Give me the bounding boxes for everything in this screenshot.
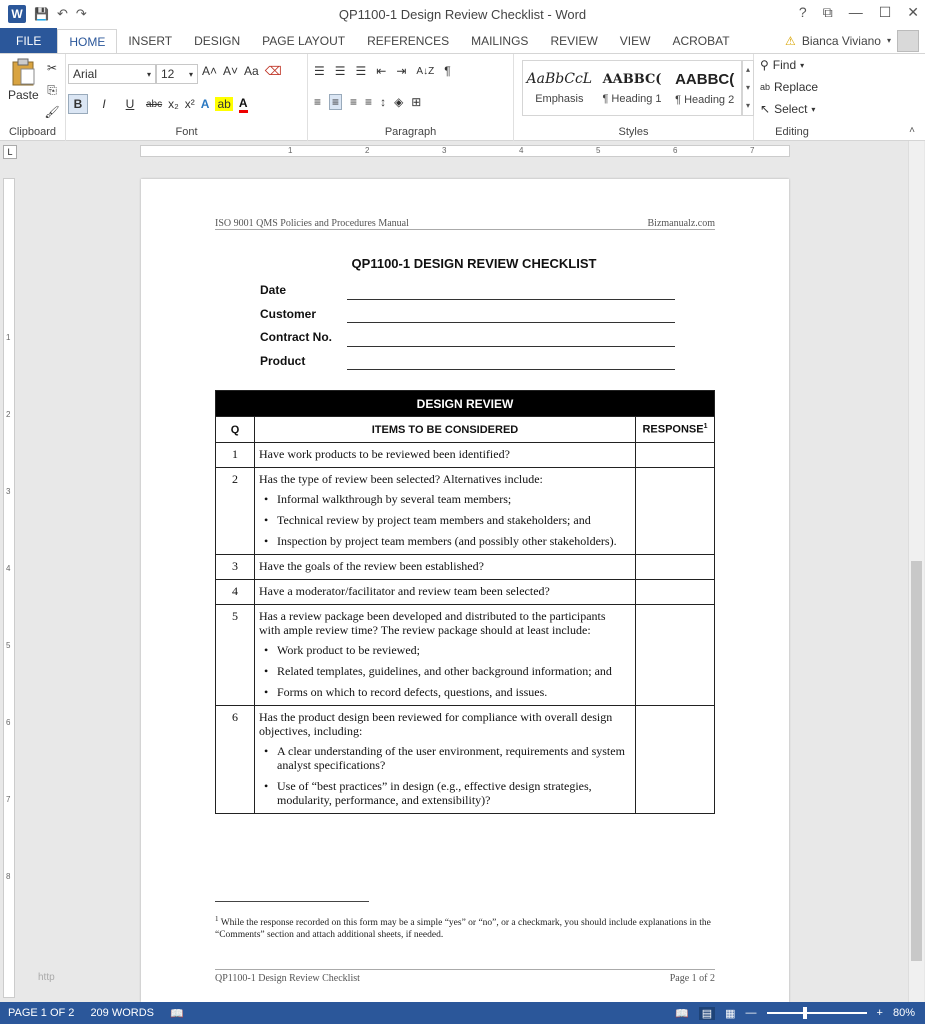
highlight-icon[interactable]: ab	[217, 97, 231, 111]
field-label-contract: Contract No.	[260, 330, 332, 344]
font-name-select[interactable]	[68, 64, 156, 84]
font-color-button[interactable]: A	[239, 96, 248, 113]
styles-gallery	[522, 60, 742, 116]
align-center-icon[interactable]: ≡	[329, 94, 342, 110]
paste-button[interactable]	[8, 58, 39, 102]
user-name: Bianca Viviano	[801, 33, 881, 48]
chevron-down-icon: ▾	[811, 104, 816, 114]
save-icon[interactable]: 💾	[34, 7, 49, 21]
bullet-item: • Informal walkthrough by several team members;	[259, 492, 627, 506]
undo-icon[interactable]: ↶	[56, 6, 68, 21]
chevron-down-icon: ▾	[800, 60, 805, 70]
clipboard-group	[0, 54, 66, 141]
zoom-slider[interactable]	[767, 1012, 867, 1014]
font-group	[66, 54, 308, 141]
find-button[interactable]	[760, 58, 804, 72]
column-header-items: ITEMS TO BE CONSIDERED	[255, 417, 636, 443]
question-item	[255, 605, 636, 706]
question-item	[255, 443, 636, 468]
footnote	[215, 913, 715, 941]
bullet-item: • Inspection by project team members (and possibly other stakeholders).	[259, 534, 627, 548]
editing-group	[754, 54, 830, 141]
cut-icon[interactable]: ✂	[46, 61, 58, 75]
ruler-mark: 1	[6, 333, 11, 342]
clear-formatting-icon[interactable]: ⌫	[264, 64, 282, 78]
zoom-level[interactable]: 80%	[892, 1007, 915, 1019]
response-label: RESPONSE	[642, 423, 704, 436]
question-text: Have work products to be reviewed been identified?	[259, 447, 510, 461]
field-line-product[interactable]	[347, 369, 675, 370]
bullet-list	[259, 744, 627, 807]
ruler-mark: 3	[442, 146, 447, 155]
vertical-ruler[interactable]	[3, 178, 15, 998]
column-header-response	[636, 417, 715, 443]
line-spacing-icon[interactable]: ↕	[380, 95, 387, 109]
document-page[interactable]	[141, 179, 789, 1002]
help-button[interactable]: ?	[798, 4, 807, 20]
bullet-item: • Forms on which to record defects, questions, and issues.	[259, 685, 627, 699]
justify-icon[interactable]: ≡	[365, 95, 373, 109]
increase-indent-icon[interactable]: ⇥	[396, 64, 407, 78]
format-painter-icon[interactable]: 🖌	[44, 105, 60, 119]
decrease-indent-icon[interactable]: ⇤	[376, 64, 387, 78]
replace-button[interactable]	[760, 80, 818, 94]
font-group-label: Font	[175, 126, 198, 138]
web-layout-icon[interactable]: ▦	[725, 1007, 736, 1020]
clipboard-icon	[10, 58, 36, 86]
question-item	[255, 580, 636, 605]
style-preview: AaBbCcL	[526, 71, 593, 87]
replace-icon: ab	[760, 82, 771, 92]
tab-acrobat[interactable]: ACROBAT	[672, 34, 730, 48]
text-effects-icon[interactable]: A	[200, 97, 210, 111]
ruler-mark: 2	[6, 410, 11, 419]
chevron-down-icon: ▾	[886, 36, 891, 45]
read-mode-icon[interactable]: 📖	[675, 1007, 689, 1020]
table-row	[216, 443, 715, 468]
question-number: 3	[216, 555, 255, 580]
status-bar	[0, 1002, 925, 1024]
scrollbar-thumb[interactable]	[911, 561, 922, 961]
ribbon	[0, 53, 925, 141]
bullet-list	[259, 643, 627, 699]
field-label-product: Product	[260, 354, 306, 368]
style-preview: AABBC(	[602, 71, 662, 87]
font-size-select[interactable]	[156, 64, 198, 84]
tab-file[interactable]: FILE	[0, 28, 57, 53]
word-count[interactable]: 209 WORDS	[90, 1007, 155, 1019]
response-cell[interactable]	[636, 706, 715, 814]
question-text: Have the goals of the review been established?	[259, 559, 484, 573]
shading-icon[interactable]: ◈	[394, 95, 404, 109]
ruler-row	[0, 141, 925, 161]
table-row	[216, 706, 715, 814]
ruler-mark: 2	[365, 146, 370, 155]
window-title: QP1100-1 Design Review Checklist - Word	[338, 7, 587, 22]
zoom-in-icon[interactable]: +	[876, 1007, 883, 1019]
footer-left: QP1100-1 Design Review Checklist	[215, 973, 360, 984]
redo-icon[interactable]: ↷	[75, 6, 87, 21]
bold-button[interactable]: B	[68, 94, 88, 114]
ribbon-tabs	[0, 28, 925, 53]
tab-home[interactable]: HOME	[57, 29, 117, 53]
strikethrough-button[interactable]: abc	[146, 98, 163, 110]
watermark-text: http	[38, 972, 55, 983]
styles-group-label: Styles	[618, 126, 649, 138]
ruler-mark: 4	[6, 564, 11, 573]
proofing-icon[interactable]: 📖	[170, 1007, 184, 1020]
tab-mailings[interactable]: MAILINGS	[471, 34, 529, 48]
field-line-contract[interactable]	[347, 346, 675, 347]
zoom-out-icon[interactable]: —	[745, 1007, 757, 1019]
sort-button[interactable]: A↓Z	[416, 65, 435, 77]
font-name-value: Arial	[73, 67, 98, 81]
field-label-date: Date	[260, 283, 287, 297]
response-cell[interactable]	[636, 605, 715, 706]
ruler-mark: 5	[6, 641, 11, 650]
view-zoom-controls	[675, 1002, 915, 1024]
bullet-item: • A clear understanding of the user environment, requirements and system analyst specifications?	[259, 744, 627, 772]
title-bar	[0, 0, 925, 28]
clipboard-group-label: Clipboard	[8, 126, 57, 138]
superscript-button[interactable]: x²	[184, 97, 195, 111]
style-preview: AABBC(	[675, 70, 735, 88]
tab-review[interactable]: REVIEW	[550, 34, 598, 48]
page-count[interactable]: PAGE 1 OF 2	[8, 1007, 75, 1019]
style-name: ¶ Heading 2	[675, 93, 735, 106]
chevron-down-icon: ▾	[146, 69, 151, 79]
ruler-mark: 4	[519, 146, 524, 155]
avatar	[897, 30, 919, 52]
question-number: 5	[216, 605, 255, 706]
response-cell[interactable]	[636, 580, 715, 605]
show-marks-button[interactable]: ¶	[444, 64, 451, 78]
question-text: Has the product design been reviewed for compliance with overall design objectives, including:	[259, 710, 613, 738]
field-label-customer: Customer	[260, 307, 317, 321]
footer-right: Page 1 of 2	[669, 973, 715, 984]
ruler-mark: 6	[673, 146, 678, 155]
grow-font-button[interactable]: A˄	[202, 64, 218, 78]
maximize-button[interactable]: ☐	[878, 4, 892, 20]
response-cell[interactable]	[636, 468, 715, 555]
style-emphasis[interactable]	[523, 61, 596, 115]
word-app-icon: W	[8, 5, 26, 23]
tab-references[interactable]: REFERENCES	[367, 34, 450, 48]
ruler-mark: 3	[6, 487, 11, 496]
footnote-separator	[215, 901, 369, 902]
minimize-button[interactable]: —	[848, 4, 863, 20]
paragraph-group-label: Paragraph	[384, 126, 437, 138]
chevron-down-icon: ▾	[188, 69, 193, 79]
question-item	[255, 555, 636, 580]
collapse-ribbon-icon[interactable]: ˄	[909, 125, 915, 136]
table-row	[216, 468, 715, 555]
numbering-icon[interactable]: ☰	[334, 64, 346, 78]
question-item	[255, 706, 636, 814]
page-footer	[215, 969, 715, 984]
page-header	[215, 218, 715, 230]
subscript-button[interactable]: x₂	[168, 97, 179, 111]
ruler-mark: 8	[6, 872, 11, 881]
align-left-icon[interactable]: ≡	[314, 95, 322, 109]
question-item	[255, 468, 636, 555]
ribbon-display-button[interactable]: ⧉	[822, 4, 833, 20]
footnote-mark: 1	[215, 915, 219, 923]
italic-button[interactable]: I	[102, 97, 106, 111]
ruler-mark: 6	[6, 718, 11, 727]
binoculars-icon: ⚲	[760, 58, 769, 72]
footnote-ref: 1	[703, 423, 708, 431]
warning-icon: ⚠	[785, 33, 796, 48]
select-button[interactable]	[760, 102, 815, 116]
user-account[interactable]	[785, 28, 919, 53]
response-cell[interactable]	[636, 443, 715, 468]
question-text: Have a moderator/facilitator and review team been selected?	[259, 584, 550, 598]
style-heading-2[interactable]	[668, 61, 741, 115]
horizontal-ruler[interactable]	[140, 145, 790, 157]
tab-view[interactable]: VIEW	[619, 34, 651, 48]
style-name: ¶ Heading 1	[602, 92, 662, 105]
question-text: Has a review package been developed and distributed to the participants with ample review time? The review package should at least include:	[259, 609, 606, 637]
bullet-item: • Technical review by project team members and stakeholders; and	[259, 513, 627, 527]
shrink-font-button[interactable]: A˅	[223, 64, 239, 78]
tab-design[interactable]: DESIGN	[194, 34, 241, 48]
editing-group-label: Editing	[775, 126, 809, 138]
replace-label: Replace	[774, 80, 819, 94]
bullet-item: • Use of “best practices” in design (e.g., effective design strategies, modularity, performance, and extensibility)?	[259, 779, 627, 807]
zoom-slider-knob[interactable]	[803, 1007, 807, 1019]
borders-icon[interactable]: ⊞	[411, 95, 422, 109]
question-number: 1	[216, 443, 255, 468]
align-right-icon[interactable]: ≡	[350, 95, 358, 109]
copy-icon[interactable]: ⎘	[47, 82, 57, 97]
header-left: ISO 9001 QMS Policies and Procedures Manual	[215, 218, 409, 229]
header-right: Bizmanualz.com	[647, 218, 715, 229]
window-controls	[799, 4, 919, 21]
table-row	[216, 555, 715, 580]
print-layout-icon[interactable]: ▤	[699, 1007, 715, 1020]
ruler-mark: 7	[6, 795, 11, 804]
tab-insert[interactable]: INSERT	[128, 34, 173, 48]
table-banner: DESIGN REVIEW	[216, 391, 715, 417]
field-line-customer[interactable]	[347, 322, 675, 323]
tab-selector[interactable]: L	[3, 145, 17, 159]
ruler-mark: 7	[750, 146, 755, 155]
bullet-item: • Related templates, guidelines, and other background information; and	[259, 664, 627, 678]
design-review-table	[215, 390, 715, 814]
vertical-scrollbar[interactable]	[908, 141, 924, 1002]
find-label: Find	[772, 58, 797, 72]
tab-page-layout[interactable]: PAGE LAYOUT	[262, 34, 346, 48]
styles-group	[514, 54, 754, 141]
table-row	[216, 580, 715, 605]
ruler-mark: 1	[288, 146, 293, 155]
styles-scroll[interactable]: ▴ ▾ ▾	[742, 60, 754, 116]
field-line-date[interactable]	[347, 299, 675, 300]
quick-access-toolbar	[0, 5, 87, 23]
bullet-list	[259, 492, 627, 548]
paste-label: Paste	[8, 88, 39, 102]
response-cell[interactable]	[636, 555, 715, 580]
ruler-mark: 5	[596, 146, 601, 155]
multilevel-list-icon[interactable]: ☰	[355, 64, 367, 78]
select-label: Select	[774, 102, 808, 116]
style-heading-1[interactable]	[596, 61, 669, 115]
question-number: 6	[216, 706, 255, 814]
underline-button[interactable]: U	[125, 97, 135, 111]
bullets-icon[interactable]: ☰	[314, 64, 325, 78]
footnote-text: While the response recorded on this form may be a simple “yes” or “no”, or a checkmark, you should include explanations in the “Comments” section and attach additional sheets, if needed.	[215, 918, 711, 941]
column-header-q: Q	[216, 417, 255, 443]
style-name: Emphasis	[535, 93, 584, 105]
bullet-item: • Work product to be reviewed;	[259, 643, 627, 657]
change-case-button[interactable]: Aa	[244, 64, 259, 78]
question-number: 4	[216, 580, 255, 605]
paragraph-group	[308, 54, 514, 141]
question-number: 2	[216, 468, 255, 555]
font-size-value: 12	[161, 67, 175, 81]
document-title: QP1100-1 DESIGN REVIEW CHECKLIST	[351, 256, 597, 271]
close-button[interactable]: ✕	[907, 4, 919, 20]
cursor-icon: ↖	[760, 102, 771, 116]
question-text: Has the type of review been selected? Alternatives include:	[259, 472, 543, 486]
table-row	[216, 605, 715, 706]
